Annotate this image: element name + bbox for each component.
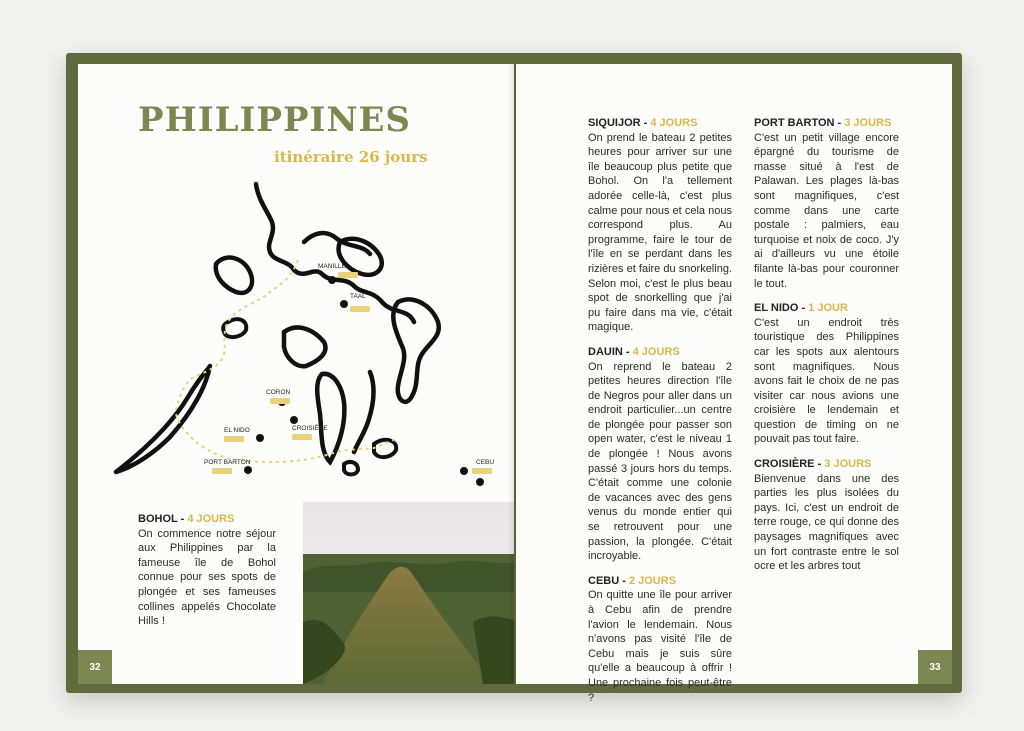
svg-text:CORON: CORON — [266, 389, 291, 396]
section-days: 3 JOURS — [844, 117, 892, 129]
place-el-nido — [224, 427, 264, 442]
coron-island — [223, 319, 246, 337]
samar-leyte-island — [393, 299, 439, 401]
itinerary-map — [108, 182, 508, 482]
section-heading: DAUIN - — [588, 345, 630, 358]
svg-text:MANILLE: MANILLE — [318, 263, 346, 270]
place-coron — [266, 389, 291, 406]
text-column-2 — [754, 116, 899, 584]
place-taal — [340, 293, 370, 312]
siquijor-island — [344, 462, 358, 475]
palawan-island — [116, 366, 210, 472]
page-number-left: 32 — [78, 650, 112, 684]
chocolate-hills-photo — [303, 502, 514, 684]
section-days: 2 JOURS — [628, 574, 677, 587]
section-heading: PORT BARTON - — [754, 117, 842, 129]
bohol-island — [374, 440, 396, 457]
section-days: 4 JOURS — [632, 345, 680, 358]
section-text: On prend le bateau 2 petites heures pour arriver sur une île beaucoup plus petite que Bohol. On l'a tellement adorée celle-là, c'est plus calme pour nous et cela nous correspond plus. Au programme, faire le tour de l'île en se perdant dans les rizières et faire du snorkeling. Selon moi, c'est le plus beau spot de snorkelling que j'ai pu faire dans ma vie, c'était magique. — [588, 131, 732, 334]
section-bohol — [138, 512, 276, 639]
page-title: PHILIPPINES — [138, 100, 411, 140]
section-days: 4 JOURS — [650, 117, 698, 129]
section-heading: CROISIÈRE - — [754, 458, 822, 471]
cebu-island — [354, 372, 374, 452]
panay-island — [284, 327, 325, 366]
right-page — [516, 64, 952, 704]
place-bohol — [476, 478, 484, 486]
svg-text:CROISIÈRE: CROISIÈRE — [292, 425, 328, 432]
page-number-right: 33 — [918, 650, 952, 684]
mindoro-island — [216, 258, 252, 293]
negros-island — [317, 374, 344, 462]
section-el-nido — [754, 301, 899, 447]
svg-text:CEBU: CEBU — [476, 459, 495, 466]
section-text: On quitte une île pour arriver à Cebu afin de prendre l'avion le lendemain. Nous n'avons pas visité l'île de Cebu mais je suis sûre qu'elle a beaucoup à offrir ! Une prochaine fois peut-être ? — [588, 589, 732, 704]
svg-text:PORT BARTON: PORT BARTON — [204, 459, 251, 466]
section-text: On reprend le bateau 2 petites heures direction l'île de Negros pour aller dans un endroit particulier...un centre de plongée pour passer son open water, c'est le niveau 1 de plongée ! Nous avons passé 3 jours hors du temps. C'était comme une colonie de vacances avec des gens venus du monde entier qui se retrouvent pour une passion, la plongée. C'était incroyable. — [588, 360, 732, 563]
section-text: C'est un endroit très touristique des Philippines car les spots aux alentours sont magnifiques. Nous avons fait le choix de ne pas visiter car nous avions une croisière le lendemain et question de timing on ne pouvait pas tout faire. — [754, 316, 899, 446]
section-siquijor — [588, 116, 732, 335]
section-text: On commence notre séjour aux Philippines par la fameuse île de Bohol connue pour ses spots de plongée et ses fameuses collines appelés Chocolate Hills ! — [138, 527, 276, 628]
svg-text:EL NIDO: EL NIDO — [224, 427, 250, 434]
place-port-barton — [204, 459, 252, 474]
section-days: 4 JOURS — [187, 513, 235, 525]
left-page — [78, 64, 514, 684]
section-heading: EL NIDO - — [754, 302, 806, 315]
section-heading: CEBU - — [588, 574, 626, 587]
section-text: C'est un petit village encore épargné du tourisme de masse situé à l'est de Palawan. Les plages là-bas sont magnifiques, c'est comme dans une carte postale : palmiers, eau turquoise et noix de coco. J'y ai d'ailleurs vu une étoile filante là-bas pour couronner le tout. — [754, 131, 899, 290]
section-cebu — [588, 574, 732, 705]
section-text: Bienvenue dans une des parties les plus isolées du pays. Ici, c'est un endroit de terre rouge, ce qui donne des paysages magnifiques avec un fort contraste entre le sol ocre et les arbres tout — [754, 472, 899, 573]
section-heading: SIQUIJOR - — [588, 117, 648, 129]
section-days: 3 JOURS — [824, 458, 872, 471]
itinerary-subtitle: itinéraire 26 jours — [274, 148, 428, 166]
place-cebu — [460, 459, 494, 475]
luzon-island — [256, 184, 414, 322]
svg-text:TAAL: TAAL — [350, 293, 366, 300]
section-days: 1 JOUR — [808, 302, 848, 315]
section-port-barton — [754, 116, 899, 291]
text-column-1 — [588, 116, 732, 715]
section-croisiere — [754, 457, 899, 574]
section-heading: BOHOL - — [138, 513, 185, 525]
section-dauin — [588, 345, 732, 564]
